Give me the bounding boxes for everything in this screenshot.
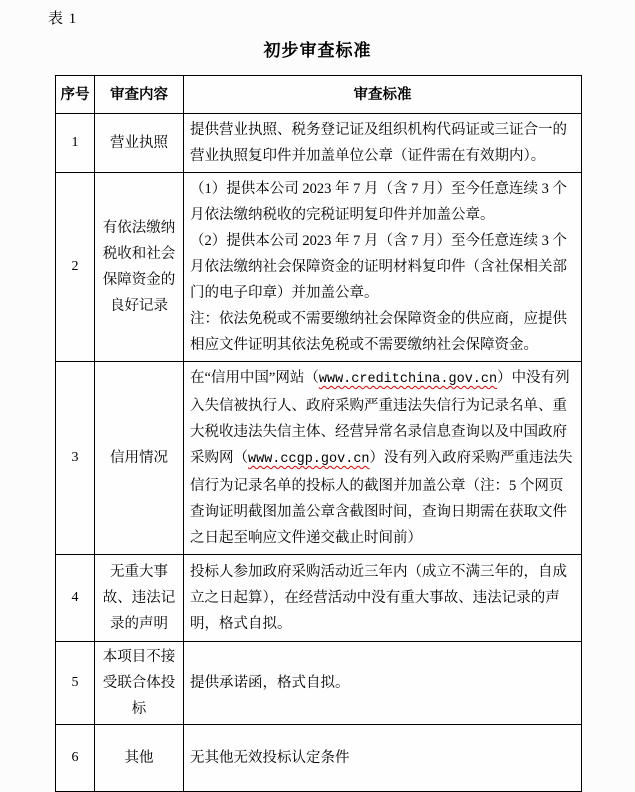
row-no: 3	[56, 362, 95, 555]
standard-text: 投标人参加政府采购活动近三年内（成立不满三年的，自成立之日起算），在经营活动中没有重大事故、违法记录的声明，格式自拟。	[190, 564, 567, 632]
row-no: 5	[56, 642, 95, 725]
header-cell-standard: 审查标准	[184, 76, 582, 114]
row-standard	[184, 725, 582, 792]
table-row	[56, 114, 582, 173]
row-content: 无重大事故、违法记录的声明	[95, 555, 184, 642]
header-cell-no: 序号	[56, 76, 95, 114]
row-content: 信用情况	[95, 362, 184, 555]
row-standard	[184, 642, 582, 725]
standard-text: 提供承诺函，格式自拟。	[190, 675, 350, 691]
table-row	[56, 173, 582, 362]
row-standard	[184, 114, 582, 173]
row-standard	[184, 555, 582, 642]
standard-text-segment: ）中没有列入失信被执行人、政府采购严重违法失信行为记录名单、重大税收违法失信主体、经营异常名录信息查询以及中国政府采购网（	[190, 370, 570, 466]
table-header-row	[56, 76, 582, 114]
standard-paragraph: 注：依法免税或不需要缴纳社会保障资金的供应商，应提供相应文件证明其依法免税或不需要缴纳社会保障资金。	[190, 311, 567, 353]
row-no: 1	[56, 114, 95, 173]
standard-text-segment: ）没有列入政府采购严重违法失信行为记录名单的投标人的截图并加盖公章（注：5 个网页查询证明截图加盖公章含截图时间，查询日期需在获取文件之日起至响应文件递交截止时间前）	[190, 450, 573, 546]
page-title: 初步审查标准	[263, 41, 372, 60]
table-row	[56, 725, 582, 792]
row-content: 营业执照	[95, 114, 184, 173]
row-content: 其他	[95, 725, 184, 792]
standard-paragraph: （2）提供本公司 2023 年 7 月（含 7 月）至今任意连续 3 个月依法缴纳社会保障资金的证明材料复印件（含社保相关部门的电子印章）并加盖公章。	[190, 233, 567, 301]
table-row	[56, 555, 582, 642]
row-no: 6	[56, 725, 95, 792]
header-cell-content: 审查内容	[95, 76, 184, 114]
row-content: 有依法缴纳税收和社会保障资金的良好记录	[95, 173, 184, 362]
table-row	[56, 642, 582, 725]
row-no: 2	[56, 173, 95, 362]
row-standard	[184, 362, 582, 555]
standard-text-segment: 在“信用中国”网站（	[190, 370, 319, 386]
row-no: 4	[56, 555, 95, 642]
ccgp-url: www.ccgp.gov.cn	[248, 452, 370, 467]
standard-text-with-links	[190, 365, 576, 551]
standard-text: 提供营业执照、税务登记证及组织机构代码证或三证合一的营业执照复印件并加盖单位公章（证件需在有效期内）。	[190, 122, 567, 164]
review-table	[55, 75, 582, 792]
row-standard	[184, 173, 582, 362]
table-row	[56, 362, 582, 555]
standard-text: 无其他无效投标认定条件	[190, 750, 350, 766]
creditchina-url: www.creditchina.gov.cn	[318, 372, 498, 387]
row-content: 本项目不接受联合体投标	[95, 642, 184, 725]
standard-paragraph: （1）提供本公司 2023 年 7 月（含 7 月）至今任意连续 3 个月依法缴纳税收的完税证明复印件并加盖公章。	[190, 181, 567, 223]
table-number-label: 表 1	[48, 11, 78, 27]
